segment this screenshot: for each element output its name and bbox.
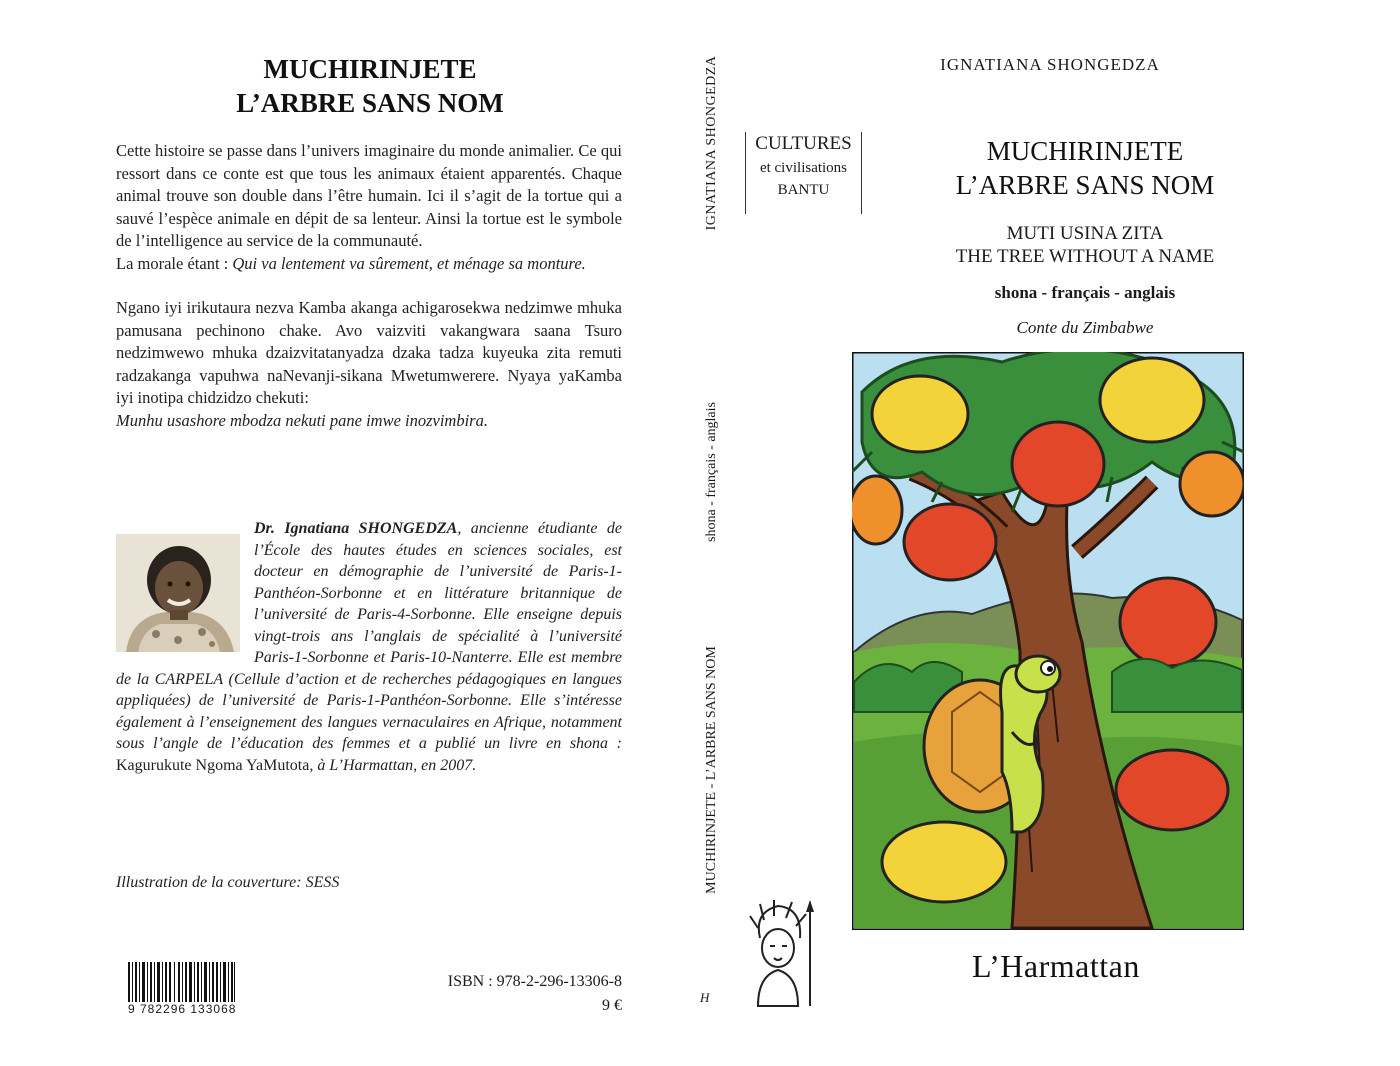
spine-languages: shona - français - anglais <box>704 402 719 542</box>
spine-title: MUCHIRINJETE - L’ARBRE SANS NOM <box>704 646 719 894</box>
french-moral: Qui va lentement va sûrement, et ménage sa monture. <box>232 253 586 273</box>
subtitle-line1: MUTI USINA ZITA <box>1006 223 1164 244</box>
subtitle-line2: THE TREE WITHOUT A NAME <box>955 246 1215 267</box>
spine-publisher-mark: H <box>700 990 710 1005</box>
publisher-logo: L’Harmattan <box>972 948 1140 984</box>
front-title-line2: L’ARBRE SANS NOM <box>955 170 1215 200</box>
back-title <box>110 52 630 120</box>
shona-moral: Munhu usashore mbodza nekuti pane imwe inozvimbira. <box>116 410 488 430</box>
cover-illustration <box>852 352 1244 930</box>
front-title-line1: MUCHIRINJETE <box>986 136 1184 166</box>
french-text: Cette histoire se passe dans l’univers imaginaire du monde animalier. Ce qui ressort dans ce conte est que tous les animaux étaient apparentés. Chaque animal trouve son double dans l’être humain. Ici il s’agit de la tortue qui a sauvé l’espèce animale en dépit de sa lenteur. Ainsi la tortue est le symbole de l’intelligence au service de la communauté. <box>116 141 622 250</box>
shona-summary <box>116 297 622 432</box>
french-summary <box>116 140 622 275</box>
mutota-warrior-logo <box>740 898 826 1008</box>
front-author: IGNATIANA SHONGEDZA <box>940 55 1160 74</box>
illustration-credit: Illustration de la couverture: SESS <box>116 874 340 891</box>
isbn-block <box>436 970 622 1018</box>
collection-box <box>745 132 862 214</box>
front-genre: Conte du Zimbabwe <box>1016 318 1154 337</box>
shona-text: Ngano iyi irikutaura nezva Kamba akanga achigarosekwa nedzimwe mhuka pamusana pechinono chake. Avo vaizviti vakangwara saana Tsuro nedzimwewo mhuka dzaizvitatanyadza dzaka tadza kuyeuka zita remuti radzakanga vapuhwa naNevanji-sikana Mwetumwerere. Nyaya yaKamba iyi inotipa chidzidzo chekuti: <box>116 298 622 407</box>
front-title <box>880 134 1290 202</box>
bio-text: , ancienne étudiante de l’École des hautes études en sciences sociales, est docteur en démographie de l’université de Paris-1-Panthéon-Sorbonne et en littérature britannique de l’université de Paris-4-Sorbonne. Elle enseigne depuis vingt-trois ans l’anglais de spécialité à l’université Paris-1-Sorbonne et Paris-10-Nanterre. Elle est membre de la CARPELA (Cellule d’action et de recherches pédagogiques en langues appliquées) de l’université de Paris-1-Panthéon-Sorbonne. Elle s’intéresse également à l’enseignement des langues vernaculaires en Afrique, notamment sous l’angle de l’éducation des femmes et a publié un livre en shona : <box>116 520 622 752</box>
collection-line2: et civilisations <box>759 160 848 176</box>
price: 9 € <box>602 997 622 1014</box>
back-title-line1: MUCHIRINJETE <box>263 54 477 84</box>
spine-author: IGNATIANA SHONGEDZA <box>704 55 719 231</box>
bio-end: , à L’Harmattan, en 2007. <box>309 756 477 774</box>
author-bio <box>116 518 622 776</box>
collection-line3: BANTU <box>777 182 830 198</box>
collection-line1: CULTURES <box>755 133 852 154</box>
french-moral-label: La morale étant : <box>116 253 233 273</box>
isbn: ISBN : 978-2-296-13306-8 <box>447 973 622 990</box>
barcode-number: 9 782296 133068 <box>128 1002 237 1016</box>
bio-name: Dr. Ignatiana SHONGEDZA <box>254 520 458 537</box>
back-title-line2: L’ARBRE SANS NOM <box>236 88 504 118</box>
front-subtitle <box>880 222 1290 268</box>
front-languages: shona - français - anglais <box>994 283 1176 302</box>
bio-book: Kagurukute Ngoma YaMutota <box>116 756 310 774</box>
author-photo <box>116 534 240 652</box>
